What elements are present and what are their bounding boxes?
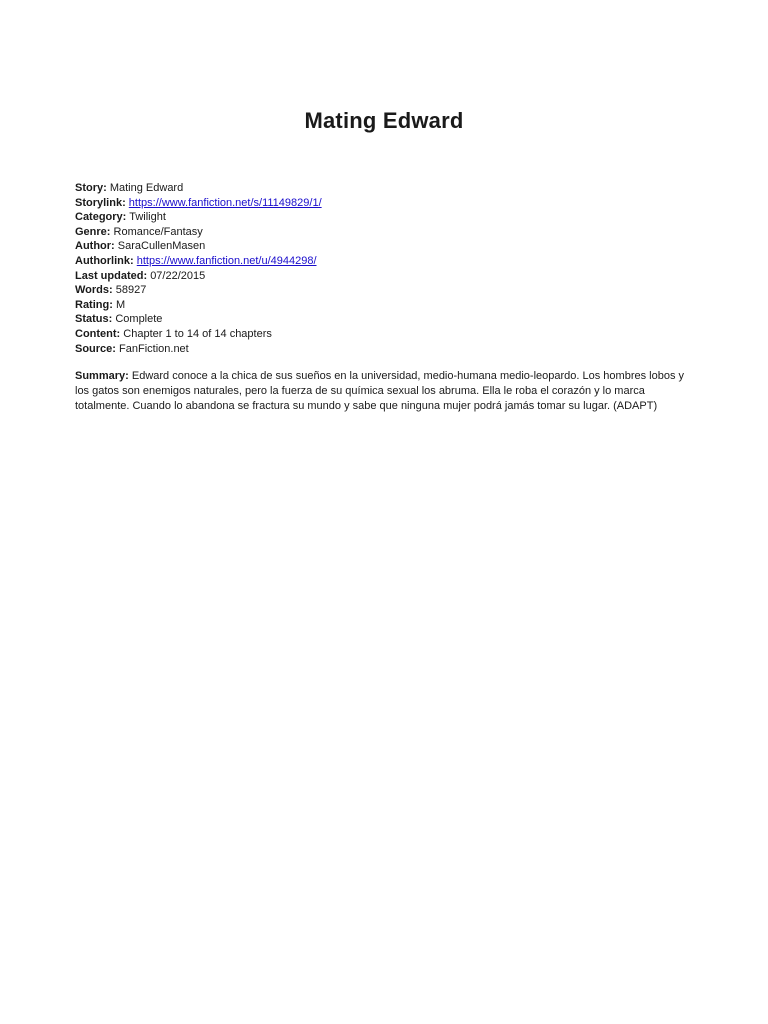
meta-story-value: Mating Edward xyxy=(109,182,184,194)
meta-words-value: 58927 xyxy=(115,284,147,297)
meta-authorlink-label: Authorlink: xyxy=(75,254,134,267)
document-title: Mating Edward xyxy=(304,108,464,133)
meta-words xyxy=(75,283,695,298)
meta-rating-label: Rating: xyxy=(75,298,113,311)
meta-content xyxy=(75,327,695,342)
meta-status-label: Status: xyxy=(75,313,113,326)
meta-genre xyxy=(75,225,695,240)
meta-rating xyxy=(75,298,695,313)
meta-last-updated-label: Last updated: xyxy=(75,269,148,282)
meta-source-label: Source: xyxy=(75,342,116,355)
meta-author-value: SaraCullenMasen xyxy=(117,240,206,253)
meta-category xyxy=(75,210,695,225)
meta-status-value: Complete xyxy=(115,313,163,326)
story-metadata xyxy=(75,181,695,356)
meta-rating-value: M xyxy=(115,298,126,311)
meta-content-value: Chapter 1 to 14 of 14 chapters xyxy=(123,327,272,340)
story-summary xyxy=(75,369,695,414)
meta-source-value: FanFiction.net xyxy=(119,342,189,355)
meta-storylink-label: Storylink: xyxy=(75,196,126,209)
meta-words-label: Words: xyxy=(75,284,113,297)
meta-author-label: Author: xyxy=(75,240,115,253)
meta-status xyxy=(75,312,695,327)
summary-label: Summary: xyxy=(75,370,129,382)
meta-last-updated-value: 07/22/2015 xyxy=(150,269,206,282)
summary-text: Edward conoce a la chica de sus sueños en la universidad, medio-humana medio-leopardo. Los hombres lobos y los gatos son enemigos naturales, pero la fuerza de su química sexual los abruma. Ella le roba el corazón y lo marca totalmente. Cuando lo abandona se fractura su mundo y sabe que ninguna mujer podrá jamás tomar su lugar. (ADAPT) xyxy=(75,370,685,412)
meta-authorlink xyxy=(75,254,695,269)
authorlink-link[interactable]: https://www.fanfiction.net/u/4944298/ xyxy=(136,254,317,267)
meta-content-label: Content: xyxy=(75,327,121,340)
meta-story xyxy=(75,181,695,196)
meta-category-label: Category: xyxy=(75,211,127,224)
meta-story-label: Story: xyxy=(75,182,107,194)
meta-source xyxy=(75,342,695,357)
meta-genre-value: Romance/Fantasy xyxy=(113,225,203,238)
meta-author xyxy=(75,239,695,254)
meta-last-updated xyxy=(75,269,695,284)
meta-storylink xyxy=(75,196,695,211)
meta-category-value: Twilight xyxy=(129,211,166,224)
storylink-link[interactable]: https://www.fanfiction.net/s/11149829/1/ xyxy=(128,196,322,209)
meta-genre-label: Genre: xyxy=(75,225,111,238)
